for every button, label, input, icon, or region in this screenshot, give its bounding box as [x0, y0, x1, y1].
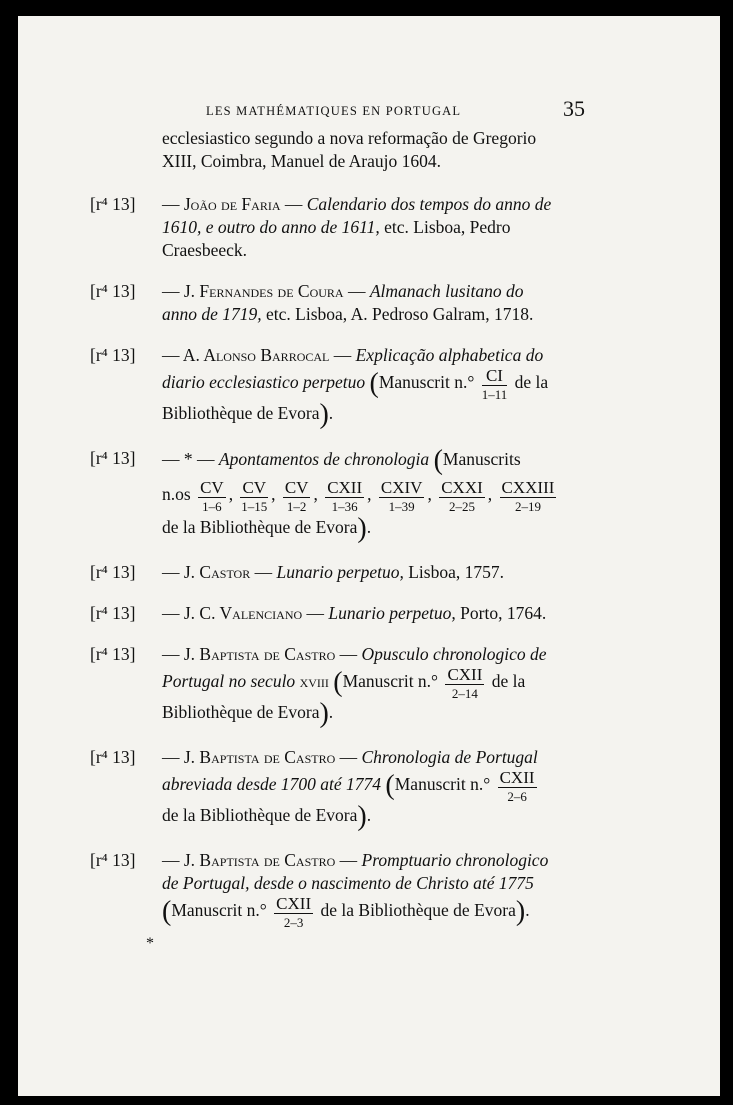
- manuscript-fraction: [240, 479, 268, 513]
- entry-title: Lunario perpetuo,: [328, 603, 456, 623]
- open-paren: (: [162, 896, 172, 927]
- manuscript-fraction: [198, 479, 226, 513]
- manuscript-fraction: [379, 479, 425, 513]
- entry-alonso-barrocal: [r⁴ 13] — A. Alonso Barrocal — Explicação alphabetica do diario ecclesiastico perpetuo (Manuscrit n.° $\frac{CI}{1-11}$ de la Bibliothèque de Evora).: [90, 345, 549, 430]
- library-note: de la Bibliothèque de Evora: [162, 805, 358, 826]
- open-paren: (: [333, 667, 343, 698]
- entry-title: Apontamentos de chronologia: [218, 449, 430, 470]
- fraction-denominator: 2–6: [507, 789, 527, 804]
- fraction-denominator: 1–39: [388, 499, 415, 514]
- entry-baptista-opusculo: [r⁴ 13] — J. Baptista de Castro — Opusculo chronologico de Portugal no seculo xviii (Manuscrit n.° $\frac{\text{CXII}}{2-14}$ de la Bibliothèque de Evora).: [90, 644, 547, 729]
- entry-baptista-promptuario: [r⁴ 13] — J. Baptista de Castro — Promptuario chronologico de Portugal, desde o nascimento de Christo até 1775 (Manuscrit n.° $\frac{\text{CXII}}{2-3}$ de la Bibliothèque de Evora).: [90, 850, 549, 930]
- fraction-numerator: CV: [200, 478, 224, 497]
- library-note: de la Bibliothèque de Evora: [162, 372, 549, 424]
- library-note: de la Bibliothèque de Evora: [162, 517, 358, 538]
- entry-imprint: Porto, 1764.: [455, 603, 547, 623]
- entry-tag: [r⁴ 13]: [90, 281, 136, 301]
- entry-text: ecclesiastico segundo a nova reformação de Gregorio XIII, Coimbra, Manuel de Araujo 1604.: [162, 128, 537, 171]
- manuscript-fraction: [445, 666, 484, 700]
- open-paren: (: [433, 445, 443, 476]
- entry-tag: [r⁴ 13]: [90, 850, 136, 870]
- entry-tag: [r⁴ 13]: [90, 194, 136, 214]
- library-note: de la Bibliothèque de Evora: [162, 671, 526, 723]
- entry-joao-de-faria: [90, 193, 560, 262]
- entry-title: Calendario dos tempos do anno de 1610, e outro do anno de 1611,: [162, 194, 552, 237]
- entry-author: — J. Baptista de Castro —: [162, 747, 362, 767]
- entry-continuation: [90, 127, 560, 173]
- close-paren: ): [357, 801, 367, 832]
- close-paren: ): [515, 896, 526, 927]
- close-paren: ): [319, 698, 329, 729]
- open-paren: (: [369, 368, 379, 399]
- entry-author: — J. Castor —: [162, 562, 277, 582]
- fraction-numerator: CXII: [499, 768, 535, 787]
- entry-author: — A. Alonso Barrocal —: [162, 345, 356, 365]
- fraction-numerator: CXII: [447, 665, 483, 684]
- entry-title: Explicação alphabetica do diario ecclesiastico perpetuo: [162, 345, 544, 393]
- entry-tag: [r⁴ 13]: [90, 562, 136, 582]
- manuscript-fraction: [498, 769, 537, 803]
- entry-imprint: Lisboa, 1757.: [403, 562, 504, 582]
- manuscript-label: Manuscrit n.°: [171, 900, 267, 921]
- fraction-numerator: CXIV: [380, 478, 423, 497]
- fraction-denominator: 2–14: [451, 686, 478, 701]
- century-label: xviii: [299, 671, 329, 692]
- fraction-numerator: CV: [242, 478, 267, 497]
- entry-author: — * —: [162, 449, 219, 470]
- manuscript-fraction-row: n.os $\frac{CV}{1-6}$ , $\frac{CV}{1-15}$ , $\frac{CV}{1-2}$ , $\frac{\text{CXII}}{1-36}$ , $\frac{\text{CXIV}}{1-39}$ , $\frac{\text{CXXI}}{2-25}$ , $\frac{\text{CXXIII}}{2-19}$: [162, 478, 555, 514]
- page-number: 35: [563, 96, 585, 121]
- fraction-numerator: CV: [284, 478, 309, 497]
- page-body: [90, 127, 560, 947]
- entry-tag: [r⁴ 13]: [90, 345, 136, 365]
- manuscript-fraction: [439, 479, 485, 513]
- entry-author: — J. Baptista de Castro —: [162, 850, 362, 870]
- open-paren: (: [385, 770, 395, 801]
- entry-imprint: etc. Lisboa, Pedro Craesbeeck.: [162, 217, 511, 260]
- entry-tag: [r⁴ 13]: [90, 448, 136, 468]
- close-paren: ): [319, 399, 329, 430]
- entry-tag: [r⁴ 13]: [90, 747, 136, 767]
- entry-title: Almanach lusitano do anno de 1719,: [162, 281, 524, 324]
- fraction-numerator: CXXIII: [501, 478, 555, 497]
- fraction-denominator: 1–36: [331, 499, 358, 514]
- entry-fernandes-de-coura: [90, 280, 560, 326]
- entry-valenciano: [90, 602, 560, 625]
- entry-title: Chronologia de Portugal abreviada desde 1700 até 1774: [162, 747, 538, 795]
- manuscript-fraction: [274, 895, 313, 929]
- manuscript-label: Manuscrit n.°: [378, 372, 475, 393]
- fraction-numerator: CXII: [327, 478, 363, 497]
- manuscript-fraction: [325, 479, 364, 513]
- fraction-denominator: 2–19: [514, 499, 541, 514]
- manuscript-label: Manuscrit n.°: [394, 774, 491, 795]
- manuscript-fraction: [283, 479, 311, 513]
- entry-author: — J. Fernandes de Coura —: [162, 281, 370, 301]
- library-note: de la Bibliothèque de Evora: [320, 900, 516, 921]
- entry-castor: [90, 561, 560, 584]
- asterism-mark: *: [146, 935, 154, 952]
- fraction-numerator: CXII: [276, 894, 312, 913]
- entry-author: — J. Baptista de Castro —: [162, 644, 362, 664]
- entry-imprint: etc. Lisboa, A. Pedroso Galram, 1718.: [261, 304, 534, 324]
- fraction-denominator: 1–2: [286, 499, 307, 514]
- entry-author: — J. C. Valenciano —: [162, 603, 329, 623]
- running-title: LES MATHÉMATIQUES EN PORTUGAL: [206, 104, 462, 118]
- entry-apontamentos: [r⁴ 13] — * — Apontamentos de chronologia (Manuscrits n.os $\frac{CV}{1-6}$ , $\frac{CV}{1-15}$ , $\frac{CV}{1-2}$ , $\frac{\text{CXII}}{1-36}$ , $\frac{\text{CXIV}}{1-39}$ , $\frac{\text{CXXI}}{2-25}$ , $\frac{\text{CXXIII}}{2-19}$ de la Bibliothèque de Evora).: [90, 447, 560, 543]
- entry-baptista-chronologia: [r⁴ 13] — J. Baptista de Castro — Chronologia de Portugal abreviada desde 1700 até 1774 (Manuscrit n.° $\frac{\text{CXII}}{2-6}$ de la Bibliothèque de Evora).: [90, 747, 538, 832]
- manuscript-fraction: [500, 479, 557, 513]
- fraction-denominator: 1–15: [241, 499, 268, 514]
- fraction-numerator: CXXI: [441, 478, 483, 497]
- entry-tag: [r⁴ 13]: [90, 603, 136, 623]
- fraction-denominator: 2–25: [448, 499, 475, 514]
- manuscript-label: Manuscrits: [442, 449, 521, 470]
- manuscript-fraction: [482, 367, 508, 401]
- entry-title: Opusculo chronologico de Portugal no seculo: [162, 644, 547, 692]
- entry-tag: [r⁴ 13]: [90, 644, 136, 664]
- fraction-denominator: 2–3: [283, 915, 304, 930]
- fraction-numerator: CI: [482, 367, 508, 386]
- entry-title: Promptuario chronologico de Portugal, desde o nascimento de Christo até 1775: [162, 850, 549, 893]
- entry-author: — João de Faria —: [162, 194, 307, 214]
- fraction-denominator: 1–11: [481, 387, 508, 402]
- fraction-denominator: 1–6: [202, 499, 222, 514]
- manuscript-label: Manuscrit n.°: [342, 671, 439, 692]
- numbers-label: n.os: [162, 484, 191, 505]
- entry-title: Lunario perpetuo,: [276, 562, 404, 582]
- close-paren: ): [357, 513, 367, 544]
